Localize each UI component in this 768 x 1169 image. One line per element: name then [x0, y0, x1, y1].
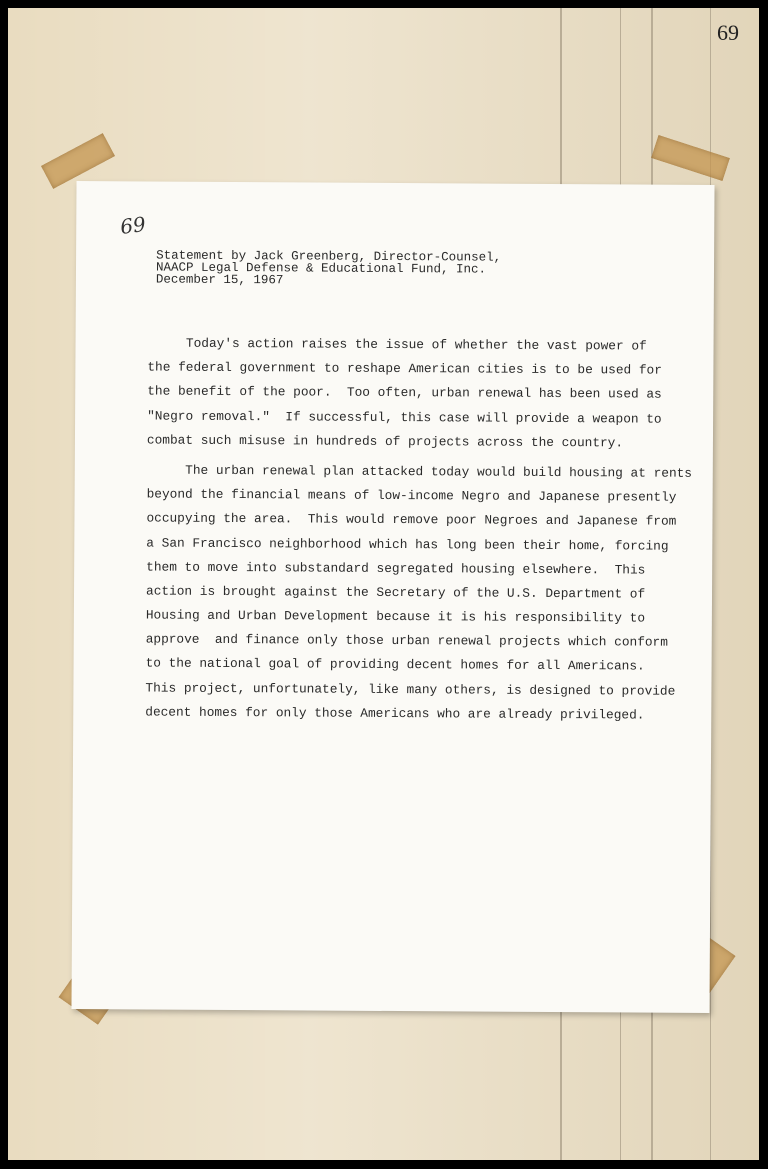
body-line: decent homes for only those Americans who are already privileged. — [145, 704, 645, 723]
statement-body — [145, 331, 693, 727]
body-line: The urban renewal plan attacked today would build housing at rents — [146, 462, 693, 481]
header-line: Statement by Jack Greenberg, Director-Counsel, — [156, 248, 502, 265]
scrapbook-page — [8, 8, 759, 1160]
body-line: the federal government to reshape American cities is to be used for — [147, 359, 662, 378]
page-number: 69 — [717, 20, 739, 45]
body-line: approve and finance only those urban renewal projects which conform — [145, 631, 668, 650]
body-line: "Negro removal." If successful, this case will provide a weapon to — [147, 408, 662, 427]
tape-top-right — [651, 135, 730, 181]
body-line: This project, unfortunately, like many others, is designed to provide — [145, 680, 676, 699]
body-line: Housing and Urban Development because it is his responsibility to — [145, 607, 646, 626]
body-line: to the national goal of providing decent homes for all Americans. — [145, 655, 645, 674]
body-line: beyond the financial means of low-income Negro and Japanese presently — [146, 486, 677, 505]
body-line: the benefit of the poor. Too often, urban renewal has been used as — [147, 383, 662, 403]
statement-header — [156, 250, 501, 288]
body-line: combat such misuse in hundreds of projects across the country. — [146, 432, 624, 451]
body-line: them to move into substandard segregated housing elsewhere. This — [146, 559, 646, 578]
header-line: December 15, 1967 — [155, 272, 284, 288]
header-line: NAACP Legal Defense & Educational Fund, Inc. — [155, 260, 487, 277]
statement-sheet — [71, 181, 714, 1013]
body-line: a San Francisco neighborhood which has long been their home, forcing — [146, 534, 669, 554]
handwritten-number: 69 — [118, 211, 148, 239]
body-line: occupying the area. This would remove poor Negroes and Japanese from — [146, 510, 677, 530]
body-line: Today's action raises the issue of whether the vast power of — [147, 335, 647, 354]
body-line: action is brought against the Secretary of the U.S. Department of — [145, 583, 646, 602]
